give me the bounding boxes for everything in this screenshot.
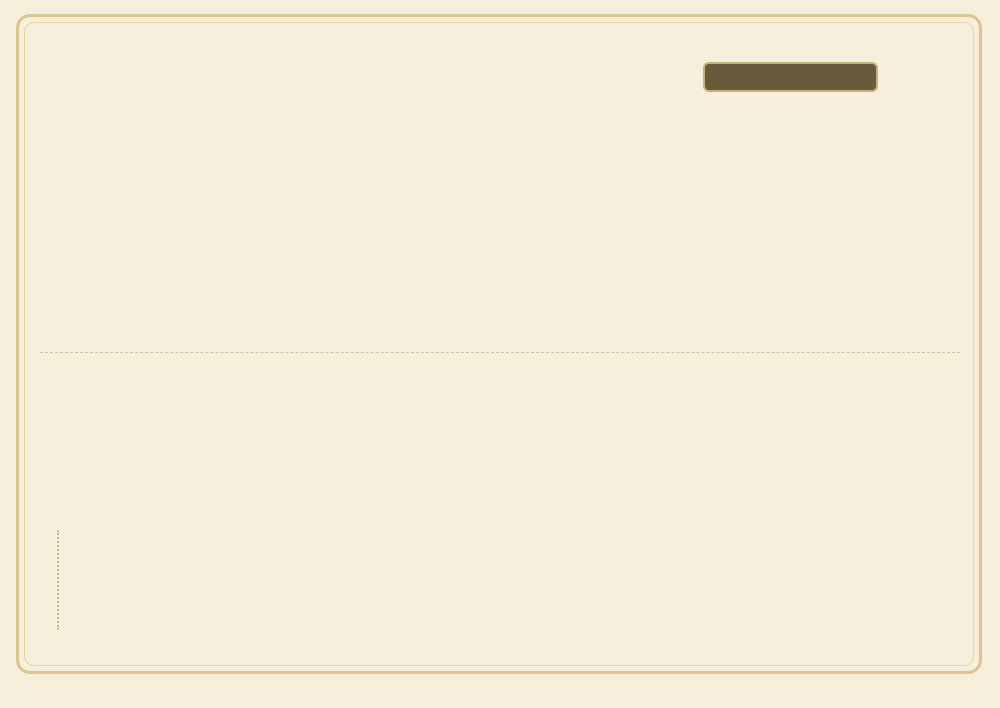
- dragon-seal-heading: [703, 62, 878, 92]
- page-frame-inner: [24, 22, 974, 666]
- section-divider: [40, 352, 960, 353]
- answer-leader-dots: [57, 530, 59, 630]
- toc-title: [880, 140, 960, 290]
